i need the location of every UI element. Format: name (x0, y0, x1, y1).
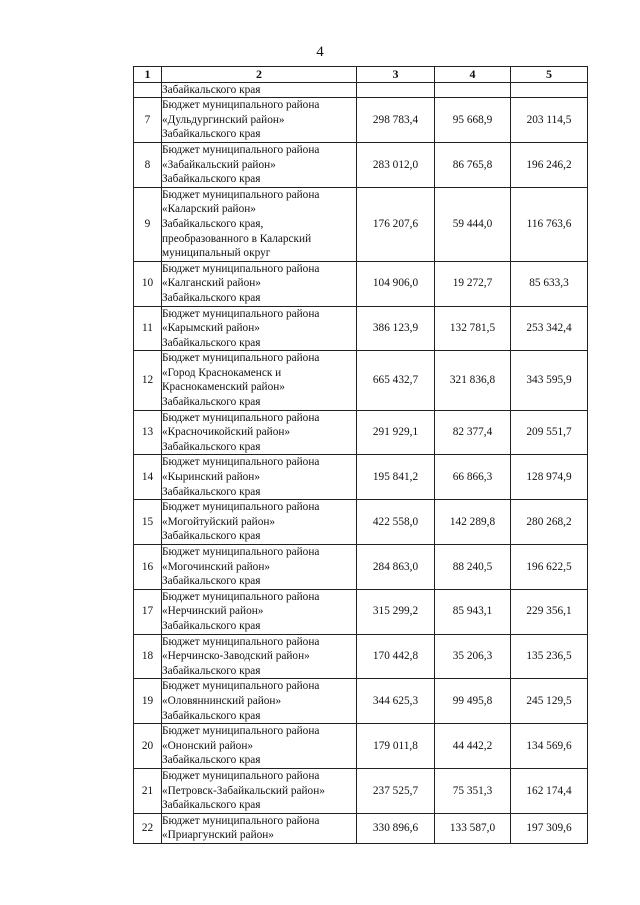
budget-name-line: муниципальный округ (162, 247, 271, 260)
value-cell-col-3: 665 432,7 (357, 351, 435, 410)
continuation-cell-5 (511, 82, 588, 98)
table-row (134, 98, 588, 143)
value-cell-col-3: 195 841,2 (357, 455, 435, 500)
table-row (134, 410, 588, 455)
value-cell-col-3: 344 625,3 (357, 679, 435, 724)
value-cell-col-3: 284 863,0 (357, 545, 435, 590)
value-cell-col-4: 86 765,8 (435, 142, 511, 187)
table-row (134, 545, 588, 590)
value-cell-col-4: 142 289,8 (435, 500, 511, 545)
budget-name-cell (162, 768, 357, 813)
budget-name-line: Бюджет муниципального района (162, 456, 320, 469)
value-cell-col-5: 128 974,9 (511, 455, 588, 500)
value-cell-col-5: 253 342,4 (511, 306, 588, 351)
value-cell-col-4: 75 351,3 (435, 768, 511, 813)
header-col-2: 2 (162, 67, 357, 83)
value-cell-col-3: 237 525,7 (357, 768, 435, 813)
value-cell-col-3: 386 123,9 (357, 306, 435, 351)
budget-name-cell (162, 813, 357, 843)
value-cell-col-4: 88 240,5 (435, 545, 511, 590)
value-cell-col-5: 135 236,5 (511, 634, 588, 679)
value-cell-col-5: 196 246,2 (511, 142, 588, 187)
value-cell-col-3: 176 207,6 (357, 187, 435, 261)
value-cell-col-4: 99 495,8 (435, 679, 511, 724)
budget-name-line: «Нерчинский район» (162, 605, 264, 618)
row-number-cell: 16 (134, 545, 162, 590)
budget-name-line: Забайкальского края (162, 709, 261, 722)
value-cell-col-5: 343 595,9 (511, 351, 588, 410)
table-row (134, 142, 588, 187)
budget-name-cell (162, 187, 357, 261)
table-row (134, 589, 588, 634)
row-number-cell: 20 (134, 724, 162, 769)
budget-name-line: преобразованного в Каларский (162, 232, 312, 245)
table-row (134, 500, 588, 545)
value-cell-col-3: 422 558,0 (357, 500, 435, 545)
value-cell-col-3: 291 929,1 (357, 410, 435, 455)
budget-name-line: Бюджет муниципального района (162, 814, 320, 827)
budget-name-line: Забайкальского края (162, 619, 261, 632)
row-number-cell: 22 (134, 813, 162, 843)
continuation-cell-3 (357, 82, 435, 98)
budget-name-line: Забайкальского края (162, 754, 261, 767)
budget-name-line: Бюджет муниципального района (162, 546, 320, 558)
value-cell-col-4: 44 442,2 (435, 724, 511, 769)
budget-name-line: Забайкальского края (162, 396, 261, 409)
value-cell-col-5: 245 129,5 (511, 679, 588, 724)
budget-name-line: Бюджет муниципального района (162, 725, 320, 738)
value-cell-col-5: 280 268,2 (511, 500, 588, 545)
budget-name-cell (162, 500, 357, 545)
budget-name-line: «Нерчинско-Заводский район» (162, 650, 310, 663)
value-cell-col-5: 229 356,1 (511, 589, 588, 634)
budget-name-line: «Красночикойский район» (162, 426, 291, 439)
page-number: 4 (316, 44, 324, 60)
budget-name-cell (162, 261, 357, 306)
value-cell-col-4: 19 272,7 (435, 261, 511, 306)
row-number-cell: 11 (134, 306, 162, 351)
table-row (134, 261, 588, 306)
budget-name-cell (162, 589, 357, 634)
budget-name-cell (162, 410, 357, 455)
header-col-3: 3 (357, 67, 435, 83)
header-col-4: 4 (435, 67, 511, 83)
budget-name-line: Забайкальского края (162, 485, 261, 498)
row-number-cell: 9 (134, 187, 162, 261)
value-cell-col-4: 95 668,9 (435, 98, 511, 143)
budget-name-line: Забайкальского края (162, 530, 261, 543)
row-number-cell: 19 (134, 679, 162, 724)
budget-name-line: Забайкальского края (162, 128, 261, 141)
budget-name-line: Забайкальского края (162, 336, 261, 349)
value-cell-col-4: 85 943,1 (435, 589, 511, 634)
budget-name-line: Бюджет муниципального района (162, 769, 320, 782)
budget-name-line: «Забайкальский район» (162, 158, 276, 171)
value-cell-col-4: 59 444,0 (435, 187, 511, 261)
budget-name-line: Забайкальского края (162, 799, 261, 812)
budget-name-line: Забайкальского края (162, 291, 261, 304)
budget-name-line: Бюджет муниципального района (162, 188, 320, 201)
table-row (134, 455, 588, 500)
budget-name-cell (162, 98, 357, 143)
budget-name-line: Забайкальского края (162, 664, 261, 677)
budget-name-line: Забайкальского края, (162, 217, 264, 230)
value-cell-col-3: 298 783,4 (357, 98, 435, 143)
value-cell-col-4: 35 206,3 (435, 634, 511, 679)
budget-name-cell (162, 545, 357, 590)
continuation-line: Забайкальского края (162, 83, 261, 96)
value-cell-col-4: 82 377,4 (435, 410, 511, 455)
row-number-cell: 13 (134, 410, 162, 455)
budget-name-line: «Город Краснокаменск и (162, 366, 282, 379)
continuation-cell-4 (435, 82, 511, 98)
value-cell-col-4: 321 836,8 (435, 351, 511, 410)
table-header-row (134, 67, 588, 83)
table-row (134, 187, 588, 261)
row-number-cell: 7 (134, 98, 162, 143)
budget-name-line: Бюджет муниципального района (162, 143, 320, 156)
row-number-cell: 10 (134, 261, 162, 306)
value-cell-col-5: 196 622,5 (511, 545, 588, 590)
table-row (134, 306, 588, 351)
budget-name-line: Забайкальского края (162, 173, 261, 186)
row-number-cell: 21 (134, 768, 162, 813)
value-cell-col-3: 315 299,2 (357, 589, 435, 634)
budget-name-line: «Калганский район» (162, 277, 261, 290)
budget-name-line: Бюджет муниципального района (162, 352, 320, 365)
budget-name-line: Бюджет муниципального района (162, 590, 320, 603)
budget-name-cell (162, 679, 357, 724)
budget-name-line: Бюджет муниципального района (162, 307, 320, 320)
row-number-cell: 14 (134, 455, 162, 500)
budget-name-cell (162, 351, 357, 410)
value-cell-col-5: 209 551,7 (511, 410, 588, 455)
table-row (134, 351, 588, 410)
budget-name-line: «Карымский район» (162, 322, 260, 335)
budget-name-cell (162, 455, 357, 500)
value-cell-col-4: 66 866,3 (435, 455, 511, 500)
budget-name-line: «Кыринский район» (162, 471, 260, 484)
budget-name-cell (162, 142, 357, 187)
continuation-num-cell (134, 82, 162, 98)
row-number-cell: 17 (134, 589, 162, 634)
value-cell-col-5: 197 309,6 (511, 813, 588, 843)
budget-name-line: «Петровск-Забайкальский район» (162, 784, 325, 797)
value-cell-col-4: 133 587,0 (435, 813, 511, 843)
value-cell-col-3: 179 011,8 (357, 724, 435, 769)
value-cell-col-5: 116 763,6 (511, 187, 588, 261)
continuation-row (134, 82, 588, 98)
budget-name-line: Бюджет муниципального района (162, 501, 320, 514)
table-row (134, 634, 588, 679)
value-cell-col-3: 170 442,8 (357, 634, 435, 679)
value-cell-col-3: 104 906,0 (357, 261, 435, 306)
budget-name-line: Забайкальского края (162, 440, 261, 453)
budget-name-line: «Каларский район» (162, 203, 256, 216)
budget-name-line: «Дульдургинский район» (162, 113, 285, 126)
budget-name-line: «Приаргунский район» (162, 829, 274, 842)
budget-name-cell (162, 724, 357, 769)
value-cell-col-5: 162 174,4 (511, 768, 588, 813)
value-cell-col-5: 134 569,6 (511, 724, 588, 769)
budget-name-line: «Ононский район» (162, 739, 254, 752)
budget-name-line: Бюджет муниципального района (162, 411, 320, 424)
continuation-name-cell (162, 82, 357, 98)
budget-name-line: Бюджет муниципального района (162, 99, 320, 112)
table-row (134, 679, 588, 724)
budget-table (133, 66, 588, 844)
value-cell-col-5: 85 633,3 (511, 261, 588, 306)
budget-name-cell (162, 306, 357, 351)
table-row (134, 768, 588, 813)
budget-name-line: Бюджет муниципального района (162, 680, 320, 693)
table-row (134, 813, 588, 843)
value-cell-col-4: 132 781,5 (435, 306, 511, 351)
table-row (134, 724, 588, 769)
header-col-1: 1 (134, 67, 162, 83)
budget-name-line: «Могойтуйский район» (162, 515, 276, 528)
value-cell-col-3: 283 012,0 (357, 142, 435, 187)
budget-name-line: Забайкальского края (162, 575, 261, 588)
row-number-cell: 8 (134, 142, 162, 187)
budget-name-line: Краснокаменский район» (162, 381, 285, 394)
value-cell-col-5: 203 114,5 (511, 98, 588, 143)
header-col-5: 5 (511, 67, 588, 83)
budget-name-line: Бюджет муниципального района (162, 635, 320, 648)
budget-name-line: «Могочинский район» (162, 560, 271, 573)
value-cell-col-3: 330 896,6 (357, 813, 435, 843)
row-number-cell: 15 (134, 500, 162, 545)
budget-name-cell (162, 634, 357, 679)
row-number-cell: 12 (134, 351, 162, 410)
budget-name-line: Бюджет муниципального района (162, 262, 320, 275)
budget-name-line: «Оловяннинский район» (162, 694, 282, 707)
row-number-cell: 18 (134, 634, 162, 679)
